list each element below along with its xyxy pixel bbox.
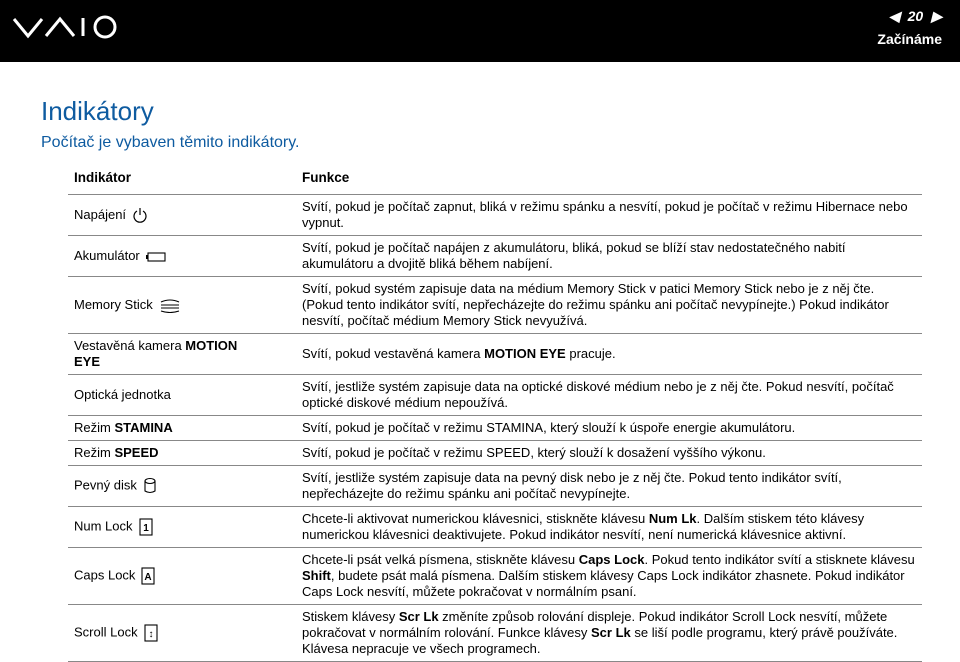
function-text: . Pokud tento indikátor svítí a stisknete klávesu xyxy=(644,552,915,567)
function-cell xyxy=(284,548,922,605)
function-text: Scr Lk xyxy=(398,609,439,624)
indicator-cell xyxy=(68,441,284,466)
function-cell xyxy=(284,507,922,548)
function-text: , budete psát malá písmena. Dalším stiskem klávesy Caps Lock indikátor zhasnete. Pokud indikátor Caps Lock nesvítí, můžete pokračovat v normálním psaní. xyxy=(302,568,905,599)
caps-lock-icon xyxy=(141,567,155,585)
function-text: Svítí, pokud systém zapisuje data na médium Memory Stick v patici Memory Stick nebo je z něj čte. (Pokud tento indikátor svítí, nepřecházejte do režimu spánku ani počítač nevypínejte.) Pokud indikátor nesvítí, počítač médium Memory Stick nevyužívá. xyxy=(302,281,889,328)
indicator-cell xyxy=(68,195,284,236)
function-text: MOTION EYE xyxy=(484,346,566,361)
table-header-row xyxy=(68,162,922,195)
table-row xyxy=(68,605,922,662)
indicator-name: Akumulátor xyxy=(74,248,140,263)
indicator-cell xyxy=(68,277,284,334)
svg-text:A: A xyxy=(144,572,153,583)
indicator-cell xyxy=(68,466,284,507)
function-text: Scr Lk xyxy=(591,625,631,640)
function-text: Shift xyxy=(302,568,331,583)
page-number: 20 xyxy=(907,8,924,24)
table-row xyxy=(68,334,922,375)
indicator-name: Scroll Lock xyxy=(74,624,138,640)
function-text: Stiskem klávesy xyxy=(302,609,399,624)
function-cell xyxy=(284,334,922,375)
indicators-table xyxy=(68,162,922,662)
table-row xyxy=(68,441,922,466)
table-row xyxy=(68,195,922,236)
svg-text:1: 1 xyxy=(142,523,149,534)
indicator-name: Režim xyxy=(74,420,115,435)
memory-stick-icon xyxy=(159,299,181,313)
function-text: se liší podle programu, který právě používáte. Klávesa nepracuje ve všech programech. xyxy=(302,625,898,656)
hard-disk-icon xyxy=(143,477,157,495)
function-cell xyxy=(284,195,922,236)
indicator-cell xyxy=(68,236,284,277)
indicator-name: Optická jednotka xyxy=(74,387,171,402)
function-text: Svítí, pokud je počítač napájen z akumulátoru, bliká, pokud se blíží stav nedostatečného nabití akumulátoru a dvojitě bliká během nabíjení. xyxy=(302,240,846,271)
indicator-name: Vestavěná kamera xyxy=(74,338,186,353)
function-text: Svítí, jestliže systém zapisuje data na optické diskové médium nebo je z něj čte. Pokud nesvítí, počítač optické diskové médium nepoužívá. xyxy=(302,379,894,410)
function-text: . Dalším stiskem této klávesy numerickou klávesnici deaktivujete. Pokud indikátor nesvítí, není numerická klávesnice aktivní. xyxy=(302,511,865,542)
column-header-function: Funkce xyxy=(284,162,922,195)
function-cell xyxy=(284,605,922,662)
scroll-lock-icon xyxy=(144,624,158,642)
prev-page-arrow-icon[interactable]: ◀ xyxy=(888,7,900,24)
battery-icon xyxy=(146,251,166,263)
page-navigator xyxy=(877,5,942,47)
intro-text: Počítač je vybaven těmito indikátory. xyxy=(41,134,300,151)
function-cell xyxy=(284,375,922,416)
function-cell xyxy=(284,441,922,466)
indicator-name: Pevný disk xyxy=(74,477,137,493)
page-header xyxy=(0,0,960,62)
power-icon xyxy=(132,207,148,223)
table-row xyxy=(68,466,922,507)
indicator-cell xyxy=(68,334,284,375)
indicator-name: Napájení xyxy=(74,206,127,222)
indicator-cell xyxy=(68,416,284,441)
indicator-name-bold: MOTION EYE xyxy=(74,338,238,369)
function-cell xyxy=(284,277,922,334)
function-text: Chcete-li psát velká písmena, stiskněte klávesu xyxy=(302,552,579,567)
page-title: Indikátory xyxy=(41,96,154,126)
indicator-name-bold: SPEED xyxy=(114,445,159,460)
num-lock-icon xyxy=(139,518,153,536)
table-row xyxy=(68,236,922,277)
column-header-indicator: Indikátor xyxy=(68,162,284,195)
indicator-name: Caps Lock xyxy=(74,567,136,583)
function-text: Svítí, pokud je počítač v režimu SPEED, který slouží k dosažení vyššího výkonu. xyxy=(302,445,766,460)
function-cell xyxy=(284,236,922,277)
indicator-cell xyxy=(68,605,284,662)
section-title: Začínáme xyxy=(877,31,942,47)
function-text: Caps Lock xyxy=(578,552,645,567)
function-text: Num Lk xyxy=(648,511,697,526)
function-text: pracuje. xyxy=(565,346,616,361)
function-text: Svítí, pokud je počítač zapnut, bliká v režimu spánku a nesvítí, pokud je počítač v režimu Hibernace nebo vypnut. xyxy=(302,199,908,230)
indicator-name: Režim xyxy=(74,445,115,460)
function-text: Svítí, pokud je počítač v režimu STAMINA, který slouží k úspoře energie akumulátoru. xyxy=(302,420,796,435)
vaio-logo xyxy=(12,12,122,42)
function-text: změníte způsob rolování displeje. Pokud indikátor Scroll Lock nesvítí, můžete pokračovat v normálním rolování. Funkce klávesy xyxy=(302,609,888,640)
function-text: Svítí, jestliže systém zapisuje data na pevný disk nebo je z něj čte. Pokud tento indikátor svítí, nepřecházejte do režimu spánku ani počítač nevypínejte. xyxy=(302,470,842,501)
table-row xyxy=(68,375,922,416)
table-row xyxy=(68,507,922,548)
indicator-name: Memory Stick xyxy=(74,297,153,312)
table-row xyxy=(68,416,922,441)
indicator-name: Num Lock xyxy=(74,518,133,534)
function-cell xyxy=(284,416,922,441)
table-row xyxy=(68,277,922,334)
indicator-cell xyxy=(68,507,284,548)
function-text: Chcete-li aktivovat numerickou klávesnici, stiskněte klávesu xyxy=(302,511,649,526)
next-page-arrow-icon[interactable]: ▶ xyxy=(931,7,942,24)
function-cell xyxy=(284,466,922,507)
indicator-cell xyxy=(68,375,284,416)
function-text: Svítí, pokud vestavěná kamera xyxy=(302,346,485,361)
indicator-name-bold: STAMINA xyxy=(114,420,173,435)
table-row xyxy=(68,548,922,605)
svg-text:↕: ↕ xyxy=(148,629,154,640)
indicator-cell xyxy=(68,548,284,605)
